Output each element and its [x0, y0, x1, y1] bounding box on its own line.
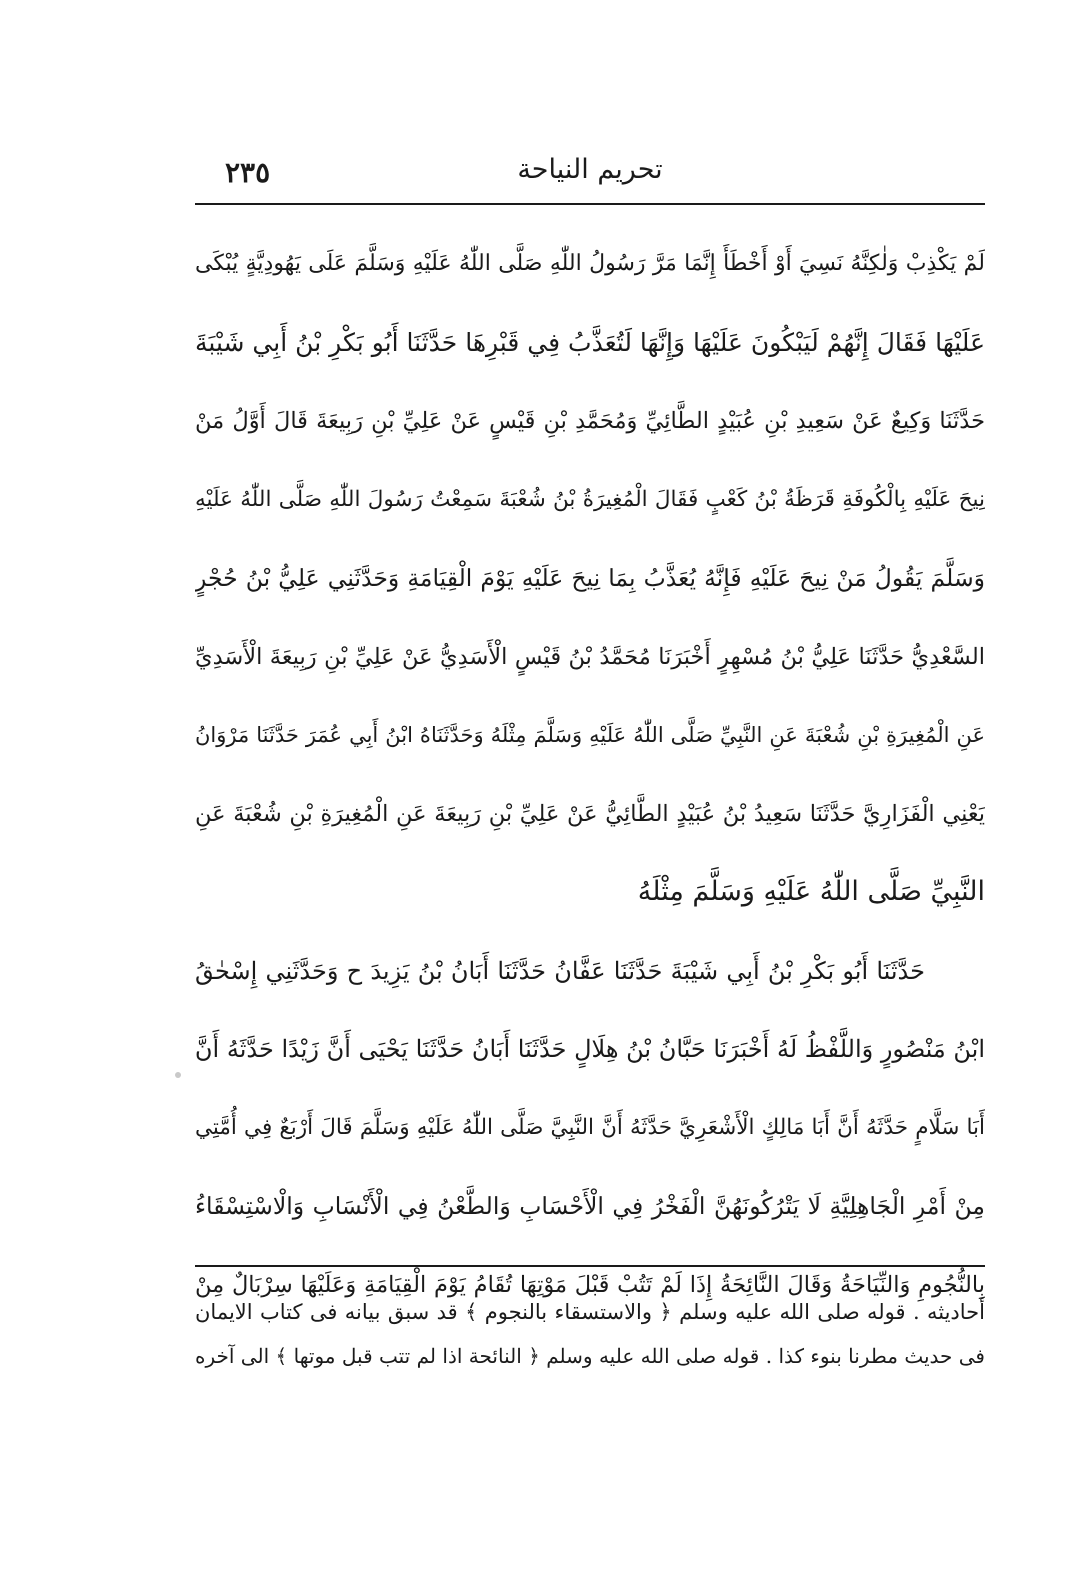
text-line: نِيحَ عَلَيْهِ بِالْكُوفَةِ قَرَظَةُ بْنُ كَعْبٍ فَقَالَ الْمُغِيرَةُ بْنُ شُعْبَةَ سَمِعْتُ رَسُولَ اللّٰهِ صَلَّى اللّٰهُ عَلَيْهِ	[195, 486, 985, 512]
text-line: وَسَلَّمَ يَقُولُ مَنْ نِيحَ عَلَيْهِ فَإِنَّهُ يُعَذَّبُ بِمَا نِيحَ عَلَيْهِ يَوْمَ الْقِيَامَةِ وَحَدَّثَنِي عَلِيُّ بْنُ حُجْرٍ	[195, 564, 985, 592]
text-line: عَلَيْهَا فَقَالَ إِنَّهُمْ لَيَبْكُونَ عَلَيْهَا وَإِنَّهَا لَتُعَذَّبُ فِي قَبْرِهَا حَدَّثَنَا أَبُو بَكْرِ بْنُ أَبِي شَيْبَةَ	[195, 327, 985, 357]
text-line: عَنِ الْمُغِيرَةِ بْنِ شُعْبَةَ عَنِ النَّبِيِّ صَلَّى اللّٰهُ عَلَيْهِ وَسَلَّمَ مِثْلَهُ وَحَدَّثَنَاهُ ابْنُ أَبِي عُمَرَ حَدَّثَنَا مَرْوَانُ	[195, 723, 985, 747]
main-text	[195, 225, 985, 1324]
text-line: حَدَّثَنَا وَكِيعٌ عَنْ سَعِيدِ بْنِ عُبَيْدٍ الطَّائِيِّ وَمُحَمَّدِ بْنِ قَيْسٍ عَنْ عَلِيِّ بْنِ رَبِيعَةَ قَالَ أَوَّلُ مَنْ	[195, 408, 985, 434]
text-line: بِالنُّجُومِ وَالنِّيَاحَةُ وَقَالَ النَّائِحَةُ إِذَا لَمْ تَتُبْ قَبْلَ مَوْتِهَا تُقَامُ يَوْمَ الْقِيَامَةِ وَعَلَيْهَا سِرْبَالٌ مِنْ	[195, 1271, 985, 1298]
footnotes	[195, 1290, 985, 1378]
text-line: النَّبِيِّ صَلَّى اللّٰهُ عَلَيْهِ وَسَلَّمَ مِثْلَهُ	[637, 876, 985, 907]
text-line: لَمْ يَكْذِبْ وَلٰكِنَّهُ نَسِيَ أَوْ أَخْطَأَ إِنَّمَا مَرَّ رَسُولُ اللّٰهِ صَلَّى اللّٰهُ عَلَيْهِ وَسَلَّمَ عَلَى يَهُودِيَّةٍ يُبْكَى	[195, 251, 985, 276]
running-title: تحريم النياحة	[517, 154, 663, 185]
page-header	[195, 150, 985, 200]
text-line: حَدَّثَنَا أَبُو بَكْرِ بْنُ أَبِي شَيْبَةَ حَدَّثَنَا عَفَّانُ حَدَّثَنَا أَبَانُ بْنُ يَزِيدَ ح وَحَدَّثَنِي إِسْحٰقُ	[195, 956, 925, 985]
footnote-line: أحاديثه . قوله صلى الله عليه وسلم ﴿ والاستسقاء بالنجوم ﴾ قد سبق بيانه فى كتاب الايمان	[195, 1300, 985, 1324]
footnote-line: فى حديث مطرنا بنوء كذا . قوله صلى الله عليه وسلم ﴿ النائحة اذا لم تتب قبل موتها ﴾ الى آخره	[195, 1344, 985, 1368]
text-line: السَّعْدِيُّ حَدَّثَنَا عَلِيُّ بْنُ مُسْهِرٍ أَخْبَرَنَا مُحَمَّدُ بْنُ قَيْسٍ الْأَسَدِيُّ عَنْ عَلِيِّ بْنِ رَبِيعَةَ الْأَسَدِيِّ	[195, 643, 985, 670]
text-line: يَعْنِي الْفَزَارِيَّ حَدَّثَنَا سَعِيدُ بْنُ عُبَيْدٍ الطَّائِيُّ عَنْ عَلِيِّ بْنِ رَبِيعَةَ عَنِ الْمُغِيرَةِ بْنِ شُعْبَةَ عَنِ	[195, 800, 985, 827]
header-rule	[195, 203, 985, 205]
page-number: ٢٣٥	[225, 156, 271, 189]
text-line: ابْنُ مَنْصُورٍ وَاللَّفْظُ لَهُ أَخْبَرَنَا حَبَّانُ بْنُ هِلَالٍ حَدَّثَنَا أَبَانُ حَدَّثَنَا يَحْيَى أَنَّ زَيْدًا حَدَّثَهُ أَنَّ	[195, 1035, 985, 1063]
text-line: مِنْ أَمْرِ الْجَاهِلِيَّةِ لَا يَتْرُكُونَهُنَّ الْفَخْرُ فِي الْأَحْسَابِ وَالطَّعْنُ فِي الْأَنْسَابِ وَالْاسْتِسْقَاءُ	[195, 1192, 985, 1220]
margin-mark	[175, 1072, 181, 1078]
text-line: أَبَا سَلَّامٍ حَدَّثَهُ أَنَّ أَبَا مَالِكٍ الْأَشْعَرِيَّ حَدَّثَهُ أَنَّ النَّبِيَّ صَلَّى اللّٰهُ عَلَيْهِ وَسَلَّمَ قَالَ أَرْبَعٌ فِي أُمَّتِي	[195, 1114, 985, 1140]
footnote-rule	[195, 1265, 985, 1267]
